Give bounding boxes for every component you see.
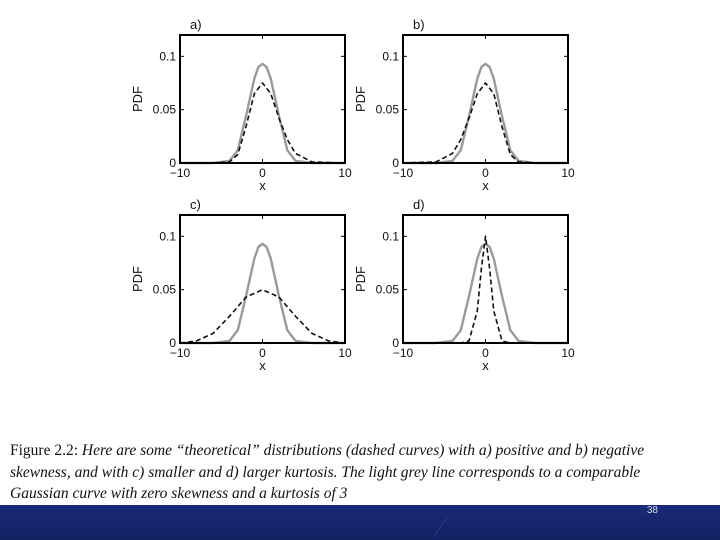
dashed-curve (180, 290, 345, 343)
y-tick-label: 0.05 (375, 102, 399, 117)
caption-figure-number: Figure 2.2: (10, 442, 79, 459)
y-tick-label: 0.05 (152, 282, 176, 297)
footer-bar (0, 505, 720, 540)
x-tick-label: 0 (259, 166, 266, 180)
y-axis-label: PDF (353, 86, 368, 112)
plot-frame (403, 35, 568, 163)
panel-label: b) (413, 17, 425, 32)
panel-label: a) (190, 17, 202, 32)
footer-decoration (432, 515, 489, 537)
gaussian-curve (180, 244, 345, 343)
x-tick-label: 10 (561, 166, 575, 180)
y-tick-label: 0.1 (382, 229, 399, 244)
x-tick-label: −10 (169, 346, 191, 360)
x-axis-label: x (259, 178, 266, 193)
plot-frame (403, 215, 568, 343)
y-tick-label: 0.05 (375, 282, 399, 297)
y-tick-label: 0.05 (152, 102, 176, 117)
plot-frame (180, 35, 345, 163)
x-tick-label: −10 (169, 166, 191, 180)
x-axis-label: x (482, 178, 489, 193)
dashed-curve (403, 83, 568, 163)
panel-d (353, 197, 575, 373)
x-axis-label: x (259, 358, 266, 373)
y-axis-label: PDF (130, 266, 145, 292)
y-tick-label: 0 (392, 156, 399, 170)
y-tick-label: 0.1 (159, 229, 176, 244)
panel-label: c) (190, 197, 201, 212)
x-tick-label: −10 (392, 346, 414, 360)
panel-c (130, 197, 352, 373)
x-tick-label: 10 (561, 346, 575, 360)
panel-b (353, 17, 575, 193)
x-axis-label: x (482, 358, 489, 373)
y-tick-label: 0.1 (382, 49, 399, 64)
gaussian-curve (180, 64, 345, 163)
x-tick-label: −10 (392, 166, 414, 180)
y-tick-label: 0 (392, 336, 399, 350)
panel-label: d) (413, 197, 425, 212)
gaussian-curve (403, 244, 568, 343)
slide-number: 38 (646, 505, 658, 516)
y-tick-label: 0.1 (159, 49, 176, 64)
gaussian-curve (403, 64, 568, 163)
x-tick-label: 10 (338, 346, 352, 360)
y-axis-label: PDF (353, 266, 368, 292)
x-tick-label: 0 (482, 346, 489, 360)
caption-text: Here are some “theoretical” distributions (dashed curves) with a) positive and b) negative skewness, and with c) smaller and d) larger kurtosis. The light grey line corresponds to a comparable Gaussian curve with zero skewness and a kurtosis of 3 (10, 442, 645, 502)
plot-frame (180, 215, 345, 343)
y-tick-label: 0 (169, 336, 176, 350)
y-axis-label: PDF (130, 86, 145, 112)
y-tick-label: 0 (169, 156, 176, 170)
x-tick-label: 0 (259, 346, 266, 360)
dashed-curve (403, 236, 568, 343)
dashed-curve (180, 83, 345, 163)
panel-a (130, 17, 352, 193)
figure-caption (10, 440, 700, 505)
x-tick-label: 0 (482, 166, 489, 180)
x-tick-label: 10 (338, 166, 352, 180)
